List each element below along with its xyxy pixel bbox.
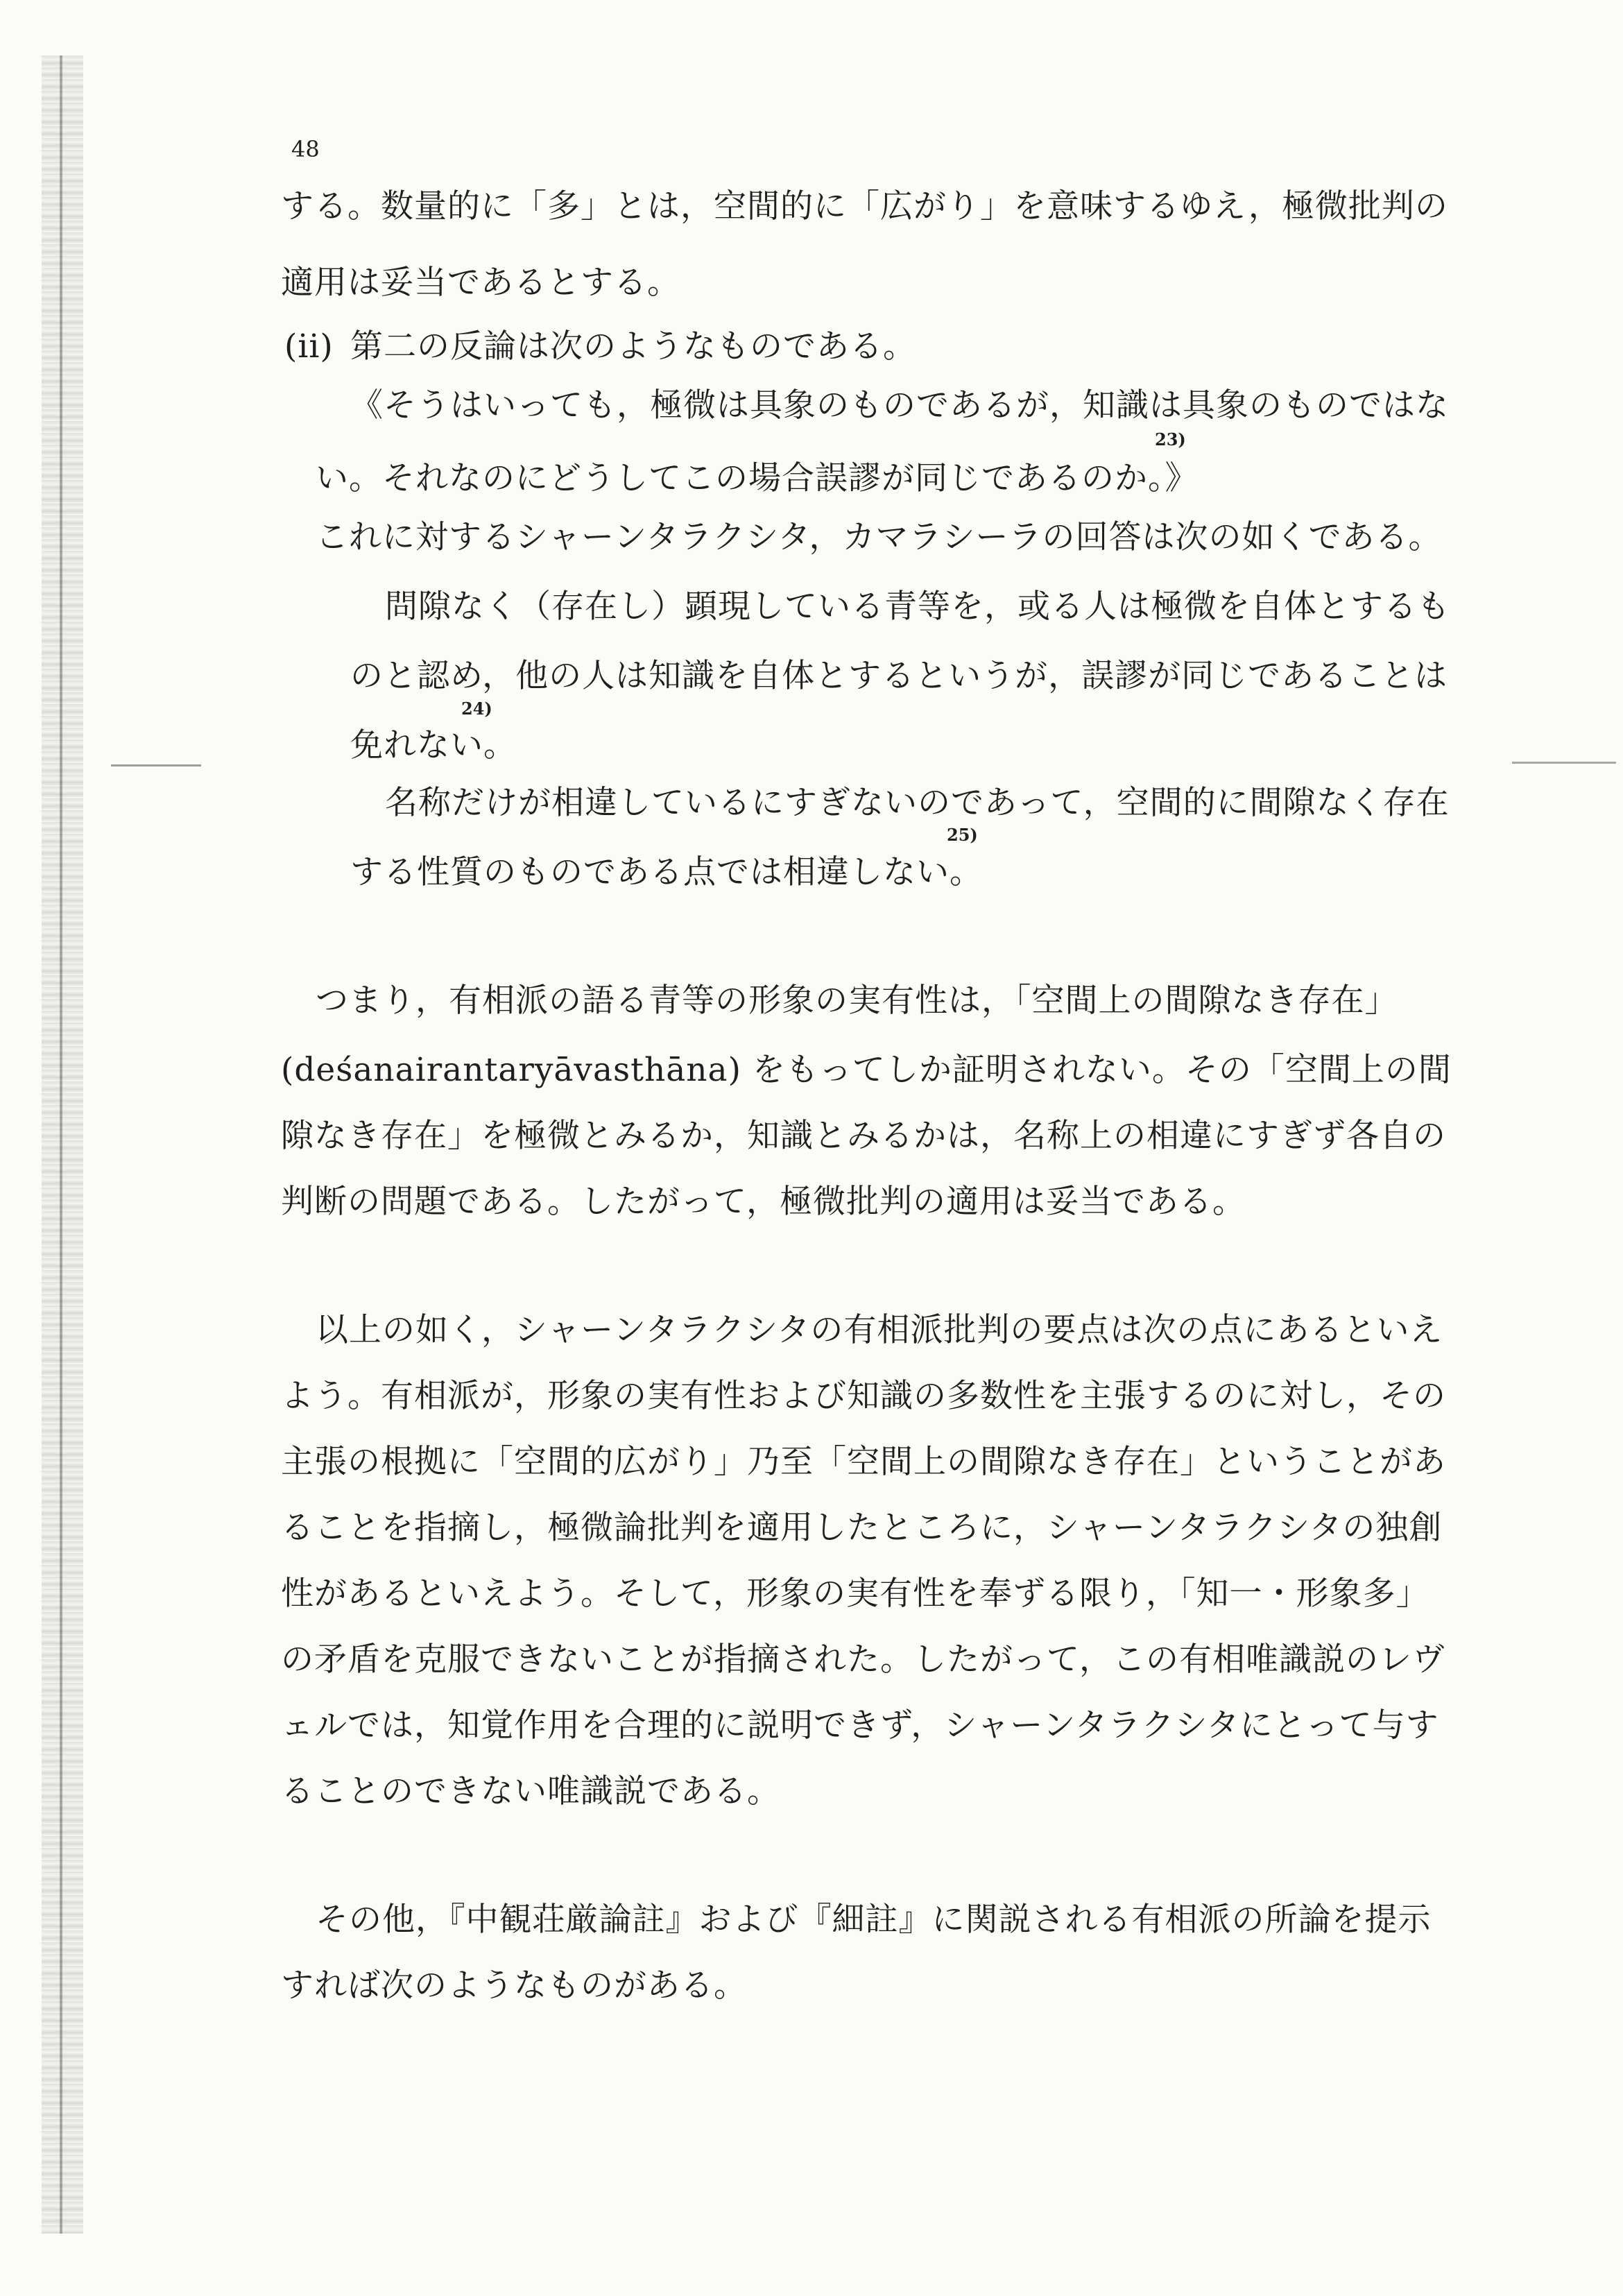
para1-line-1: する。数量的に「多」とは，空間的に「広がり」を意味するゆえ，極微批判の (281, 187, 1448, 225)
scan-binding-shadow (42, 55, 83, 2234)
page-number: 48 (291, 136, 320, 162)
quote1-line-2: い。それなのにどうしてこの場合誤謬が同じであるのか。》 (316, 459, 1199, 497)
para4-line-2: すれば次のようなものがある。 (281, 1967, 747, 2005)
quote1-line-1: 《そうはいっても，極微は具象のものであるが，知識は具象のものではな (350, 386, 1449, 425)
reply-intro: これに対するシャーンタラクシタ，カマラシーラの回答は次の如くである。 (316, 518, 1442, 556)
quote2-line-1: 問隙なく（存在し）顕現している青等を，或る人は極微を自体とするも (385, 588, 1450, 626)
para2-line-4: 判断の問題である。したがって，極微批判の適用は妥当である。 (281, 1183, 1246, 1221)
para3-line-1: 以上の如く，シャーンタラクシタの有相派批判の要点は次の点にあるといえ (316, 1311, 1443, 1349)
para2-line-2: (deśanairantaryāvasthāna) をもってしか証明されない。その「空間上の間 (281, 1051, 1452, 1089)
item-ii-text: 第二の反論は次のようなものである。 (350, 327, 916, 366)
para3-line-2: よう。有相派が，形象の実有性および知識の多数性を主張するのに対し，その (281, 1377, 1446, 1415)
quote2-line-2: のと認め，他の人は知識を自体とするというが，誤謬が同じであることは (350, 657, 1448, 695)
margin-rule-left (111, 764, 201, 766)
quote2-line-3: 免れない。 (350, 726, 517, 764)
para2-line-1: つまり，有相派の語る青等の形象の実有性は，「空間上の間隙なき存在」 (316, 982, 1398, 1020)
footnote-ref-25: 25) (947, 825, 978, 845)
para3-line-5: 性があるといえよう。そして，形象の実有性を奉ずる限り，「知一・形象多」 (281, 1575, 1429, 1613)
item-ii-label: (ii) (284, 327, 334, 366)
para3-line-3: 主張の根拠に「空間的広がり」乃至「空間上の間隙なき存在」ということがあ (281, 1443, 1446, 1481)
para1-line-2: 適用は妥当であるとする。 (281, 264, 680, 302)
para3-line-6: の矛盾を克服できないことが指摘された。したがって，この有相唯識説のレヴ (281, 1640, 1446, 1679)
quote3-line-1: 名称だけが相違しているにすぎないのであって，空間的に間隙なく存在 (385, 784, 1450, 822)
para3-line-4: ることを指摘し，極微論批判を適用したところに，シャーンタラクシタの独創 (281, 1509, 1443, 1547)
margin-rule-right (1512, 762, 1616, 764)
para3-line-7: ェルでは，知覚作用を合理的に説明できず，シャーンタラクシタにとって与す (281, 1706, 1439, 1745)
para2-line-3: 隙なき存在」を極微とみるか，知識とみるかは，名称上の相違にすぎず各自の (281, 1117, 1446, 1155)
footnote-ref-23: 23) (1155, 429, 1186, 449)
scan-binding-line (60, 55, 62, 2234)
para3-line-8: ることのできない唯識説である。 (281, 1772, 780, 1810)
para4-line-1: その他，『中観荘厳論註』および『細註』に関説される有相派の所論を提示 (316, 1901, 1432, 1939)
footnote-ref-24: 24) (461, 699, 492, 719)
quote3-line-2: する性質のものである点では相違しない。 (350, 853, 983, 891)
